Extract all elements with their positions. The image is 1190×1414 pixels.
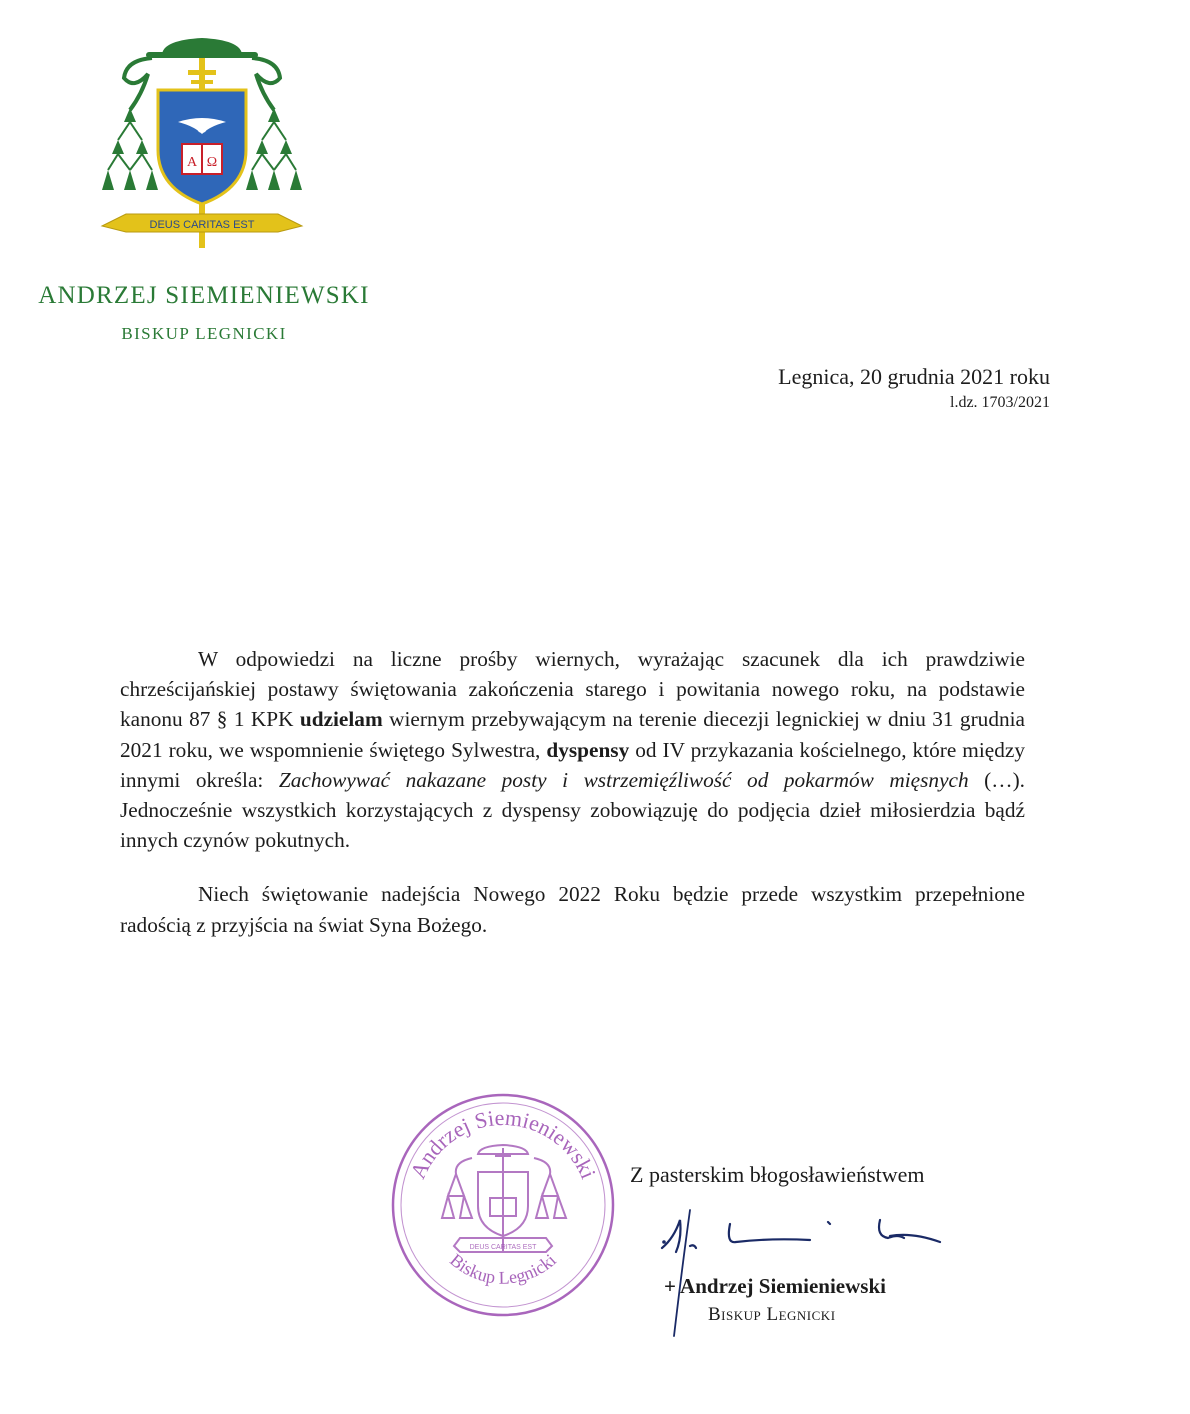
svg-text:Biskup Legnicki: Biskup Legnicki [446, 1249, 560, 1288]
body-paragraph [120, 644, 1025, 855]
body-bold-text: udzielam [299, 707, 383, 732]
body-bold-text: dyspensy [546, 737, 630, 762]
svg-text:DEUS CARITAS EST: DEUS CARITAS EST [469, 1244, 537, 1251]
svg-text:Ω: Ω [206, 155, 218, 170]
body-text: od IV przykazania kościelnego, które między innymi określa: [120, 737, 1025, 792]
svg-text:Andrzej Siemieniewski: Andrzej Siemieniewski [404, 1104, 602, 1183]
sender-title: BISKUP LEGNICKI [121, 324, 287, 343]
letter-body [120, 644, 1025, 940]
signer-title: Biskup Legnicki [708, 1304, 836, 1325]
svg-text:DEUS CARITAS EST: DEUS CARITAS EST [149, 219, 255, 231]
body-italic-text: Zachowywać nakazane posty i wstrzemięźliwość od pokarmów mięsnych [278, 767, 969, 792]
svg-text:A: A [186, 155, 198, 170]
date-line: Legnica, 20 grudnia 2021 roku [778, 364, 1050, 389]
body-text: W odpowiedzi na liczne prośby wiernych, wyrażając szacunek dla ich prawdziwie chrześcijańskiej postawy świętowania zakończenia starego i powitania nowego roku, na podstawie kanonu 87 § 1 KPK [120, 647, 1025, 732]
sender-name: ANDRZEJ SIEMIENIEWSKI [38, 282, 370, 309]
reference-number: l.dz. 1703/2021 [950, 394, 1050, 411]
closing-greeting: Z pasterskim błogosławieństwem [630, 1162, 925, 1187]
seal-stamp [390, 1092, 616, 1318]
body-text: wiernym przebywającym na terenie diecezji legnickiej w dniu 31 grudnia 2021 roku, we wspomnienie świętego Sylwestra, [120, 707, 1025, 762]
body-text: (…). Jednocześnie wszystkich korzystających z dyspensy zobowiązuję do podjęcia dzieł miłosierdzia bądź innych czynów pokutnych. [120, 767, 1025, 853]
coat-of-arms-logo [96, 30, 308, 256]
signer-name: + Andrzej Siemieniewski [664, 1274, 886, 1298]
body-paragraph: Niech świętowanie nadejścia Nowego 2022 Roku będzie przede wszystkim przepełnione radością z przyjścia na świat Syna Bożego. [120, 882, 1025, 937]
